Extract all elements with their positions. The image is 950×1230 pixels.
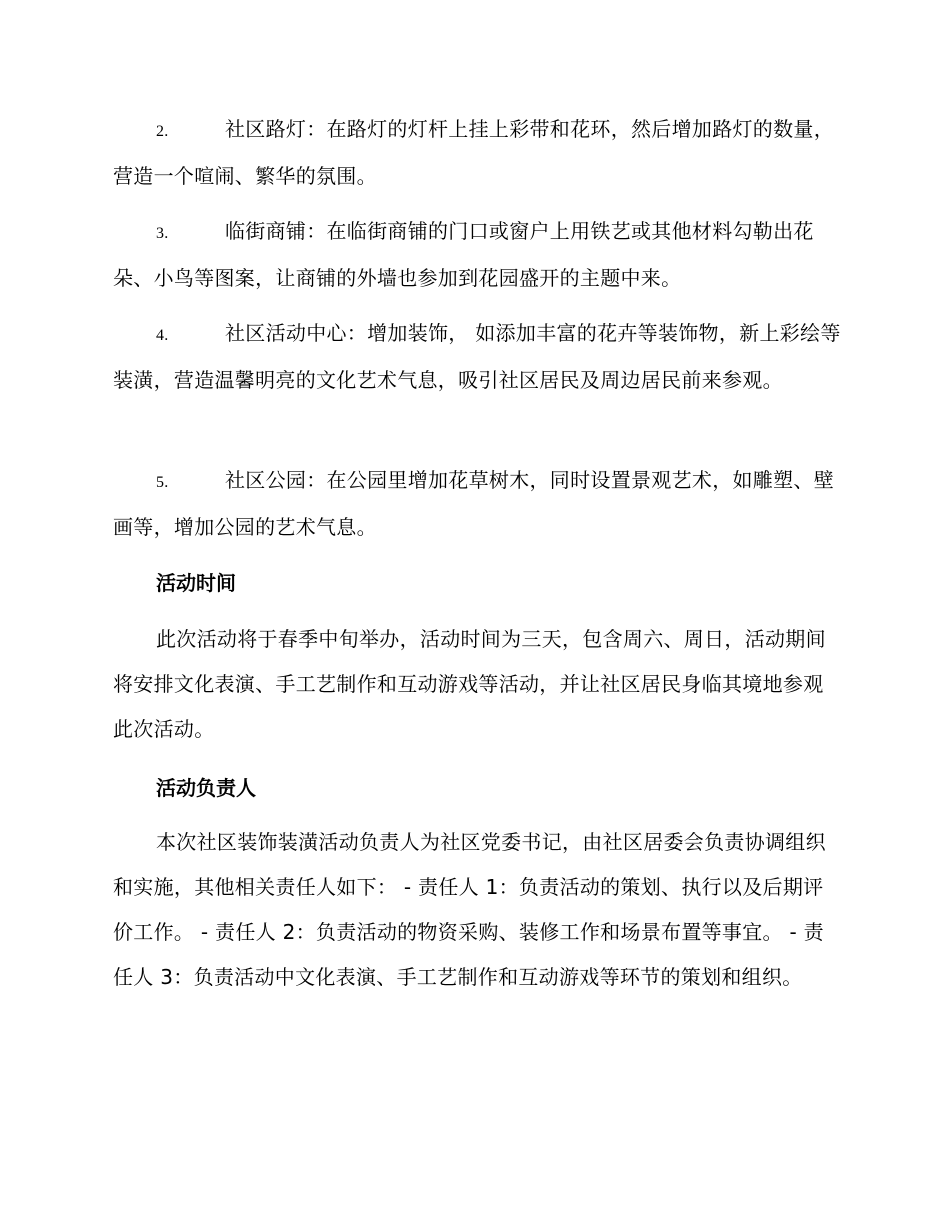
list-item-number: 3. xyxy=(156,225,169,242)
list-item-text: 社区公园：在公园里增加花草树木，同时设置景观艺术，如雕塑、壁画等，增加公园的艺术气息。 xyxy=(113,468,834,539)
list-item-text: 临街商铺：在临街商铺的门口或窗户上用铁艺或其他材料勾勒出花朵、小鸟等图案，让商铺的外墙也参加到花园盛开的主题中来。 xyxy=(113,219,814,290)
list-item-text: 社区活动中心：增加装饰， 如添加丰富的花卉等装饰物，新上彩绘等装潢，营造温馨明亮的文化艺术气息，吸引社区居民及周边居民前来参观。 xyxy=(113,321,841,392)
section-heading: 活动时间 xyxy=(156,571,236,595)
section-paragraph: 本次社区装饰装潢活动负责人为社区党委书记，由社区居委会负责协调组织和实施，其他相关责任人如下： - 责任人 1：负责活动的策划、执行以及后期评价工作。 - 责任人 2：负责活动的物资采购、装修工作和场景布置等事宜。 - 责任人 3：负责活动中文化表演、手工艺制作和互动游戏等环节的策划和组织。 xyxy=(113,830,826,989)
list-item-number: 5. xyxy=(156,474,169,491)
section-heading: 活动负责人 xyxy=(156,776,256,800)
list-item xyxy=(113,458,843,550)
list-item-text: 社区路灯：在路灯的灯杆上挂上彩带和花环，然后增加路灯的数量，营造一个喧闹、繁华的氛围。 xyxy=(113,117,834,188)
list-item-number: 4. xyxy=(156,327,169,344)
list-item xyxy=(113,311,843,403)
section-paragraph: 此次活动将于春季中旬举办，活动时间为三天，包含周六、周日，活动期间将安排文化表演、手工艺制作和互动游戏等活动，并让社区居民身临其境地参观此次活动。 xyxy=(113,627,826,741)
list-item xyxy=(113,209,843,301)
list-item-number: 2. xyxy=(156,123,169,140)
list-item xyxy=(113,107,843,199)
